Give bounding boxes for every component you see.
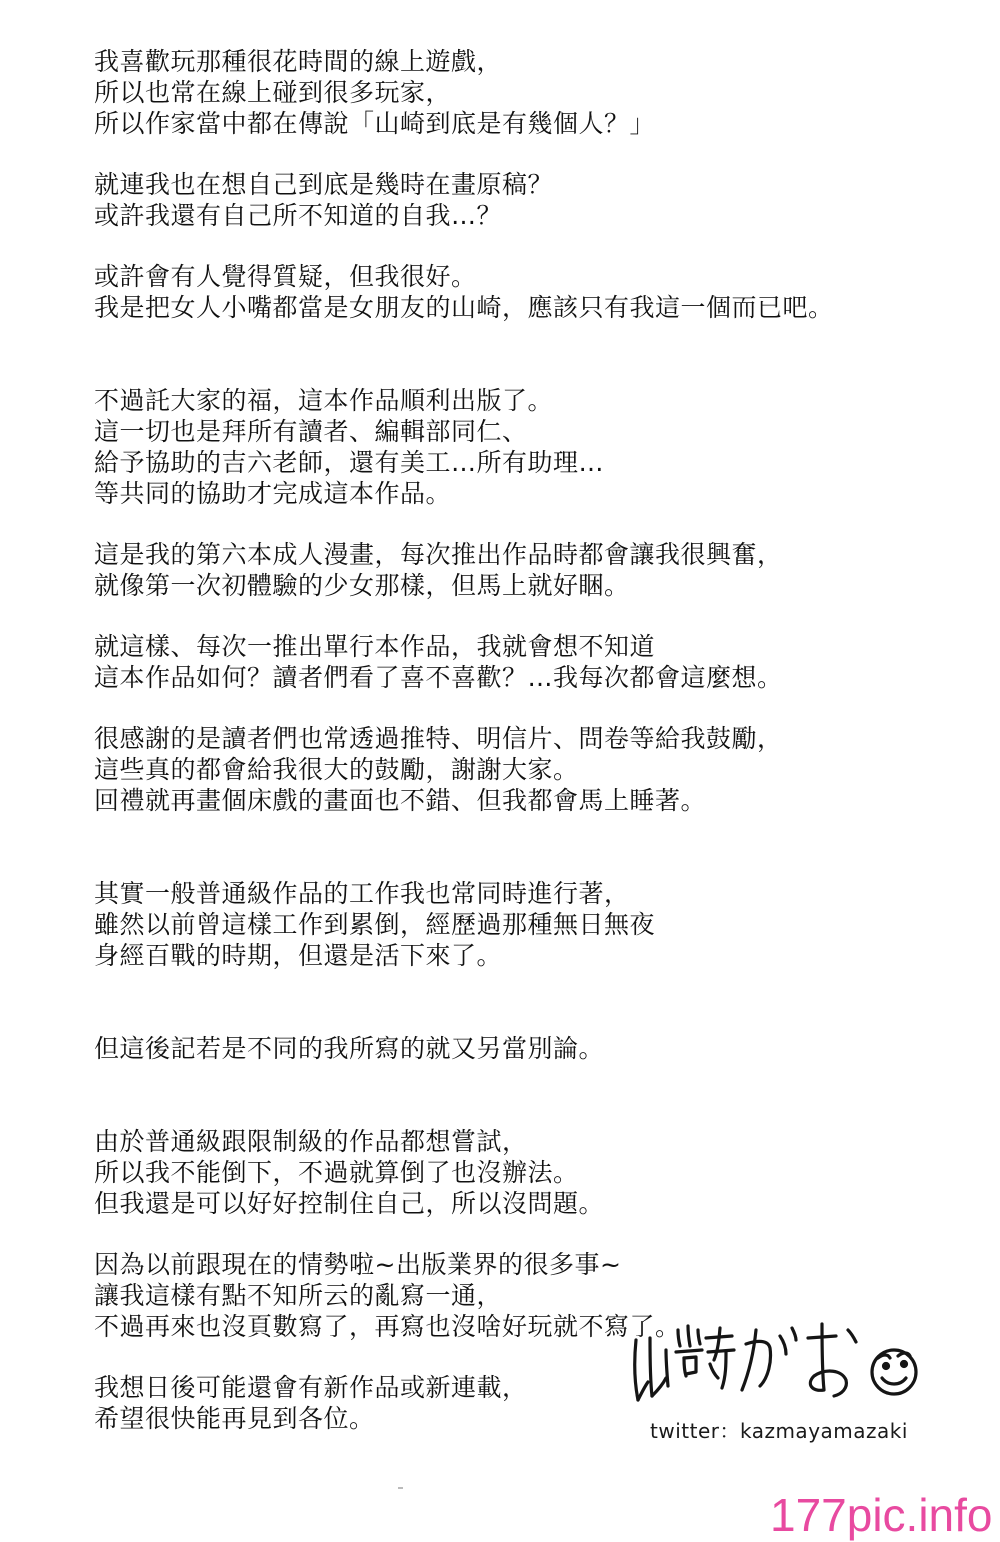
paragraph-gap xyxy=(94,509,914,539)
site-watermark: 177pic.info xyxy=(770,1489,993,1541)
afterword-line: 身經百戰的時期，但還是活下來了。 xyxy=(94,941,503,970)
afterword-text xyxy=(94,46,914,1434)
afterword-paragraph xyxy=(94,878,914,971)
paragraph-gap xyxy=(94,816,914,878)
twitter-handle: twitter：kazmayamazaki xyxy=(650,1419,908,1443)
afterword-paragraph xyxy=(94,385,914,509)
afterword-paragraph xyxy=(94,1033,914,1064)
afterword-line: 或許我還有自己所不知道的自我…？ xyxy=(94,201,503,230)
afterword-line: 回禮就再畫個床戲的畫面也不錯、但我都會馬上睡著。 xyxy=(94,786,707,815)
paragraph-gap xyxy=(94,601,914,631)
afterword-line: 就像第一次初體驗的少女那樣，但馬上就好睏。 xyxy=(94,571,630,600)
paragraph-gap xyxy=(94,323,914,385)
afterword-line: 我是把女人小嘴都當是女朋友的山崎，應該只有我這一個而已吧。 xyxy=(94,293,834,322)
afterword-line: 這是我的第六本成人漫畫，每次推出作品時都會讓我很興奮， xyxy=(94,540,783,569)
afterword-paragraph xyxy=(94,261,914,323)
afterword-line: 因為以前跟現在的情勢啦~出版業界的很多事~ xyxy=(94,1250,622,1279)
paragraph-gap xyxy=(94,1064,914,1126)
afterword-line: 但這後記若是不同的我所寫的就又另當別論。 xyxy=(94,1034,605,1063)
afterword-line: 或許會有人覺得質疑，但我很好。 xyxy=(94,262,477,291)
afterword-line: 希望很快能再見到各位。 xyxy=(94,1404,375,1433)
paragraph-gap xyxy=(94,693,914,723)
afterword-paragraph xyxy=(94,539,914,601)
afterword-line: 但我還是可以好好控制住自己，所以沒問題。 xyxy=(94,1189,605,1218)
afterword-line: 等共同的協助才完成這本作品。 xyxy=(94,479,452,508)
afterword-line: 很感謝的是讀者們也常透過推特、明信片、問卷等給我鼓勵， xyxy=(94,724,783,753)
afterword-line: 由於普通級跟限制級的作品都想嘗試， xyxy=(94,1127,528,1156)
afterword-paragraph xyxy=(94,1126,914,1219)
paragraph-gap xyxy=(94,139,914,169)
afterword-line: 讓我這樣有點不知所云的亂寫一通， xyxy=(94,1281,503,1310)
afterword-line: 這本作品如何？讀者們看了喜不喜歡？…我每次都會這麼想。 xyxy=(94,663,783,692)
afterword-line: 其實一般普通級作品的工作我也常同時進行著， xyxy=(94,879,630,908)
afterword-line: 我想日後可能還會有新作品或新連載， xyxy=(94,1373,528,1402)
afterword-line: 不過託大家的福，這本作品順利出版了。 xyxy=(94,386,554,415)
scan-speck xyxy=(398,1487,403,1489)
afterword-paragraph xyxy=(94,46,914,139)
afterword-line: 雖然以前曾這樣工作到累倒，經歷過那種無日無夜 xyxy=(94,910,656,939)
paragraph-gap xyxy=(94,1219,914,1249)
paragraph-gap xyxy=(94,971,914,1033)
afterword-line: 所以也常在線上碰到很多玩家， xyxy=(94,78,452,107)
afterword-line: 不過再來也沒頁數寫了，再寫也沒啥好玩就不寫了。 xyxy=(94,1312,681,1341)
afterword-paragraph xyxy=(94,169,914,231)
afterword-line: 就這樣、每次一推出單行本作品，我就會想不知道 xyxy=(94,632,656,661)
afterword-line: 我喜歡玩那種很花時間的線上遊戲， xyxy=(94,47,503,76)
paragraph-gap xyxy=(94,231,914,261)
afterword-line: 給予協助的吉六老師，還有美工…所有助理… xyxy=(94,448,605,477)
afterword-line: 這些真的都會給我很大的鼓勵，謝謝大家。 xyxy=(94,755,579,784)
afterword-line: 這一切也是拜所有讀者、編輯部同仁、 xyxy=(94,417,528,446)
author-signature-icon xyxy=(628,1300,928,1410)
afterword-paragraph xyxy=(94,631,914,693)
afterword-line: 就連我也在想自己到底是幾時在畫原稿？ xyxy=(94,170,554,199)
afterword-paragraph xyxy=(94,723,914,816)
afterword-line: 所以作家當中都在傳說「山崎到底是有幾個人？」 xyxy=(94,109,656,138)
afterword-line: 所以我不能倒下，不過就算倒了也沒辦法。 xyxy=(94,1158,579,1187)
